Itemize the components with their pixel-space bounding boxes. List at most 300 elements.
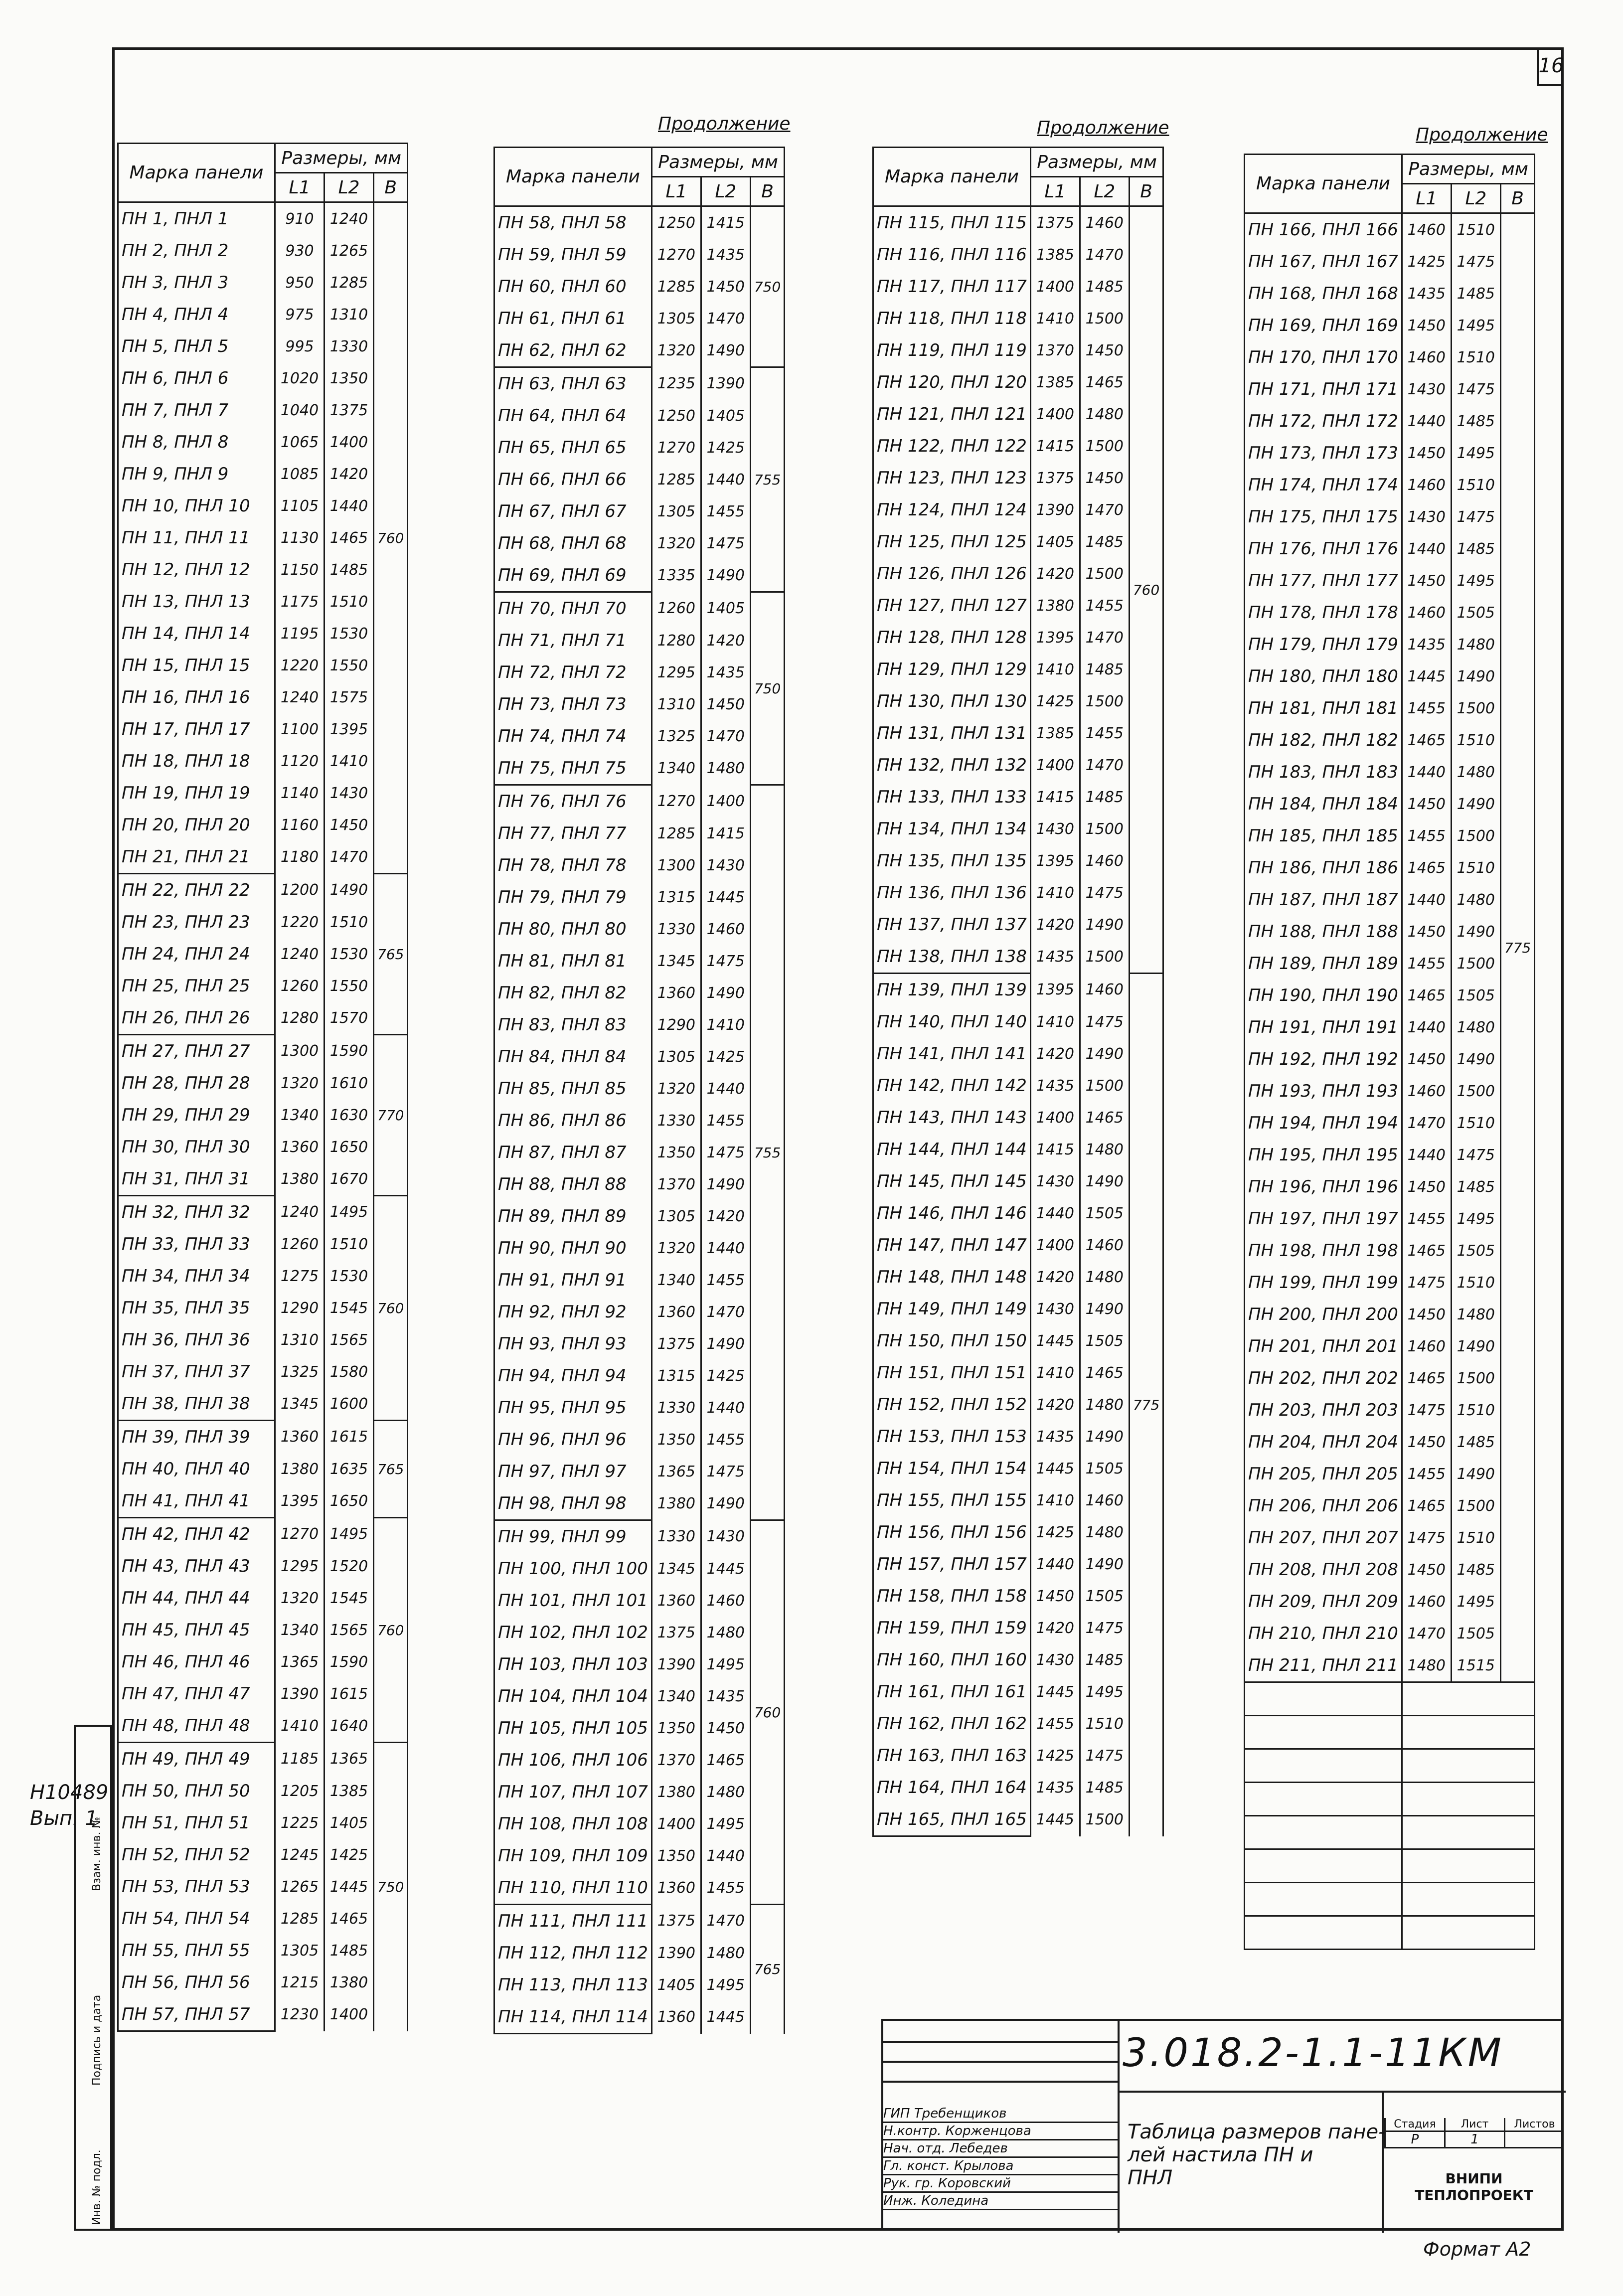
- table-row: [494, 818, 785, 849]
- l1-value: 1320: [651, 527, 701, 559]
- panel-mark: ПН 211, ПНЛ 211: [1245, 1649, 1402, 1682]
- l2-value: 1415: [701, 818, 750, 849]
- table-row: [118, 1839, 408, 1871]
- l1-value: 1360: [651, 1872, 701, 1905]
- l1-value: 1320: [651, 1073, 701, 1105]
- l1-value: 1285: [651, 464, 701, 495]
- sizes-header: Размеры, мм: [651, 148, 784, 177]
- l2-value: 1390: [701, 367, 750, 400]
- panel-mark: ПН 140, ПНЛ 140: [873, 1006, 1031, 1038]
- b-header: В: [750, 177, 784, 206]
- l2-value: 1350: [325, 362, 374, 394]
- panel-table: [493, 147, 785, 2034]
- panel-mark: ПН 136, ПНЛ 136: [873, 877, 1031, 909]
- panel-mark: ПН 5, ПНЛ 5: [118, 330, 275, 362]
- panel-mark: ПН 203, ПНЛ 203: [1245, 1394, 1402, 1426]
- panel-mark: ПН 107, ПНЛ 107: [494, 1776, 652, 1808]
- l1-value: 1400: [651, 1808, 701, 1840]
- l1-value: 1415: [1030, 1134, 1080, 1165]
- l2-value: 1505: [1080, 1580, 1129, 1612]
- l1-value: 1260: [275, 1228, 325, 1260]
- panel-mark: ПН 183, ПНЛ 183: [1245, 756, 1402, 788]
- table-row: [118, 1710, 408, 1743]
- table-row: [494, 1137, 785, 1168]
- panel-mark: ПН 111, ПНЛ 111: [494, 1905, 652, 1938]
- panel-mark: ПН 150, ПНЛ 150: [873, 1325, 1031, 1357]
- table-row: [873, 974, 1163, 1006]
- l1-value: 1330: [651, 1520, 701, 1553]
- panel-mark: ПН 103, ПНЛ 103: [494, 1648, 652, 1680]
- panel-mark: ПН 134, ПНЛ 134: [873, 813, 1031, 845]
- table-row: [494, 1776, 785, 1808]
- table-row: [1245, 788, 1535, 820]
- l2-value: 1495: [1080, 1676, 1129, 1708]
- table-row: [873, 526, 1163, 558]
- table-row: [873, 494, 1163, 526]
- l2-value: 1395: [325, 713, 374, 745]
- l1-value: 1225: [275, 1807, 325, 1839]
- b-value: 765: [374, 874, 408, 1035]
- table-row: [118, 1356, 408, 1388]
- b-value: 765: [750, 1905, 784, 2034]
- continuation-label: Продолжение: [658, 114, 791, 134]
- l2-value: 1495: [1451, 1586, 1500, 1618]
- l1-value: 1475: [1402, 1394, 1451, 1426]
- l2-value: 1510: [1080, 1708, 1129, 1740]
- table-row: [494, 367, 785, 400]
- l1-value: 1285: [651, 818, 701, 849]
- table-row: [118, 1388, 408, 1421]
- l2-value: 1510: [1451, 341, 1500, 373]
- b-header: В: [1500, 184, 1534, 213]
- l2-value: 1455: [701, 1424, 750, 1456]
- l2-value: 1400: [325, 426, 374, 458]
- table-row: [873, 1612, 1163, 1644]
- l2-value: 1495: [325, 1518, 374, 1551]
- table-row: [494, 1200, 785, 1232]
- l1-value: 1445: [1030, 1676, 1080, 1708]
- title-line: Таблица размеров пане-: [1128, 2121, 1386, 2143]
- table-row: [1245, 724, 1535, 756]
- table-row: [873, 1006, 1163, 1038]
- panel-mark: ПН 89, ПНЛ 89: [494, 1200, 652, 1232]
- l1-value: 1340: [275, 1099, 325, 1131]
- l2-value: 1420: [701, 1200, 750, 1232]
- l1-value: 1420: [1030, 909, 1080, 941]
- table-row: [1245, 1043, 1535, 1075]
- l2-value: 1475: [701, 945, 750, 977]
- l2-value: 1485: [1080, 271, 1129, 303]
- l1-value: 1140: [275, 777, 325, 809]
- l2-value: 1490: [701, 559, 750, 592]
- table-row: [873, 1293, 1163, 1325]
- table-row: [494, 1617, 785, 1648]
- l2-value: 1615: [325, 1678, 374, 1710]
- table-row: [118, 938, 408, 970]
- l2-value: 1465: [1080, 1357, 1129, 1389]
- l2-value: 1435: [701, 1680, 750, 1712]
- l1-value: 1395: [1030, 974, 1080, 1006]
- panel-mark: ПН 80, ПНЛ 80: [494, 913, 652, 945]
- table-row: [873, 1453, 1163, 1484]
- table-row: [118, 1967, 408, 1998]
- table-row: [494, 1168, 785, 1200]
- panel-mark: ПН 9, ПНЛ 9: [118, 458, 275, 490]
- panel-mark: ПН 170, ПНЛ 170: [1245, 341, 1402, 373]
- l2-value: 1460: [1080, 974, 1129, 1006]
- panel-mark: ПН 122, ПНЛ 122: [873, 430, 1031, 462]
- table-row: [873, 1804, 1163, 1836]
- l2-value: 1475: [1451, 1139, 1500, 1171]
- panel-mark: ПН 171, ПНЛ 171: [1245, 373, 1402, 405]
- l1-value: 1460: [1402, 1330, 1451, 1362]
- panel-mark: ПН 65, ПНЛ 65: [494, 432, 652, 464]
- l1-value: 1105: [275, 490, 325, 522]
- document-code: 3.018.2-1.1-11КМ: [1123, 2031, 1503, 2076]
- l2-value: 1530: [325, 1260, 374, 1292]
- table-row: [118, 841, 408, 874]
- empty-row: [1245, 1682, 1535, 1716]
- table-row: [1245, 660, 1535, 692]
- panel-mark: ПН 118, ПНЛ 118: [873, 303, 1031, 334]
- panel-mark: ПН 86, ПНЛ 86: [494, 1105, 652, 1137]
- l2-value: 1400: [325, 1998, 374, 2031]
- l1-value: 1340: [651, 1680, 701, 1712]
- l1-header: L1: [1402, 184, 1451, 213]
- panel-mark: ПН 63, ПНЛ 63: [494, 367, 652, 400]
- l1-value: 1295: [651, 656, 701, 688]
- l1-value: 1435: [1030, 1772, 1080, 1804]
- l2-value: 1500: [1080, 430, 1129, 462]
- l1-value: 1400: [1030, 271, 1080, 303]
- l1-value: 1430: [1030, 1644, 1080, 1676]
- panel-mark: ПН 97, ПНЛ 97: [494, 1456, 652, 1487]
- panel-mark: ПН 21, ПНЛ 21: [118, 841, 275, 874]
- panel-mark: ПН 37, ПНЛ 37: [118, 1356, 275, 1388]
- l1-value: 1350: [651, 1840, 701, 1872]
- table-row: [873, 1102, 1163, 1134]
- l1-value: 1375: [1030, 206, 1080, 239]
- panel-mark: ПН 53, ПНЛ 53: [118, 1871, 275, 1903]
- margin-note-line: Вып. 1: [30, 1807, 98, 1830]
- table-row: [494, 1585, 785, 1617]
- l2-value: 1450: [701, 1712, 750, 1744]
- table-row: [873, 1229, 1163, 1261]
- l1-value: 1360: [275, 1131, 325, 1163]
- table-row: [494, 1264, 785, 1296]
- table-row: [873, 366, 1163, 398]
- panel-mark: ПН 38, ПНЛ 38: [118, 1388, 275, 1421]
- l1-value: 1430: [1030, 1165, 1080, 1197]
- panel-mark: ПН 61, ПНЛ 61: [494, 303, 652, 334]
- l1-value: 1450: [1402, 1043, 1451, 1075]
- panel-mark: ПН 105, ПНЛ 105: [494, 1712, 652, 1744]
- table-row: [118, 458, 408, 490]
- table-row: [494, 1648, 785, 1680]
- l2-value: 1490: [1080, 1421, 1129, 1453]
- l1-value: 1350: [651, 1424, 701, 1456]
- l2-value: 1475: [1451, 373, 1500, 405]
- l2-value: 1505: [1451, 1235, 1500, 1267]
- panel-mark: ПН 149, ПНЛ 149: [873, 1293, 1031, 1325]
- panel-mark: ПН 43, ПНЛ 43: [118, 1550, 275, 1582]
- panel-mark: ПН 205, ПНЛ 205: [1245, 1458, 1402, 1490]
- l1-value: 1380: [275, 1453, 325, 1485]
- l2-value: 1500: [1451, 1075, 1500, 1107]
- table-row: [118, 426, 408, 458]
- l2-value: 1440: [701, 1073, 750, 1105]
- table-row: [494, 432, 785, 464]
- l1-value: 1325: [651, 720, 701, 752]
- l2-value: 1475: [1080, 1740, 1129, 1772]
- panel-mark: ПН 77, ПНЛ 77: [494, 818, 652, 849]
- l1-value: 1220: [275, 906, 325, 938]
- table-row: [118, 1871, 408, 1903]
- table-row: [873, 1676, 1163, 1708]
- l2-value: 1450: [325, 809, 374, 841]
- panel-mark: ПН 181, ПНЛ 181: [1245, 692, 1402, 724]
- panel-mark: ПН 127, ПНЛ 127: [873, 590, 1031, 622]
- table-row: [118, 1163, 408, 1196]
- l1-value: 975: [275, 299, 325, 330]
- l1-value: 1290: [651, 1009, 701, 1041]
- l1-value: 1425: [1030, 1516, 1080, 1548]
- continuation-label: Продолжение: [1416, 125, 1548, 145]
- table-row: [494, 1520, 785, 1553]
- panel-mark: ПН 132, ПНЛ 132: [873, 749, 1031, 781]
- l1-value: 1290: [275, 1292, 325, 1324]
- l1-value: 1205: [275, 1775, 325, 1807]
- l1-value: 1405: [651, 1969, 701, 2001]
- l1-value: 1455: [1402, 948, 1451, 980]
- l1-value: 1450: [1402, 565, 1451, 597]
- l2-value: 1445: [701, 881, 750, 913]
- l2-value: 1615: [325, 1421, 374, 1454]
- panel-mark: ПН 44, ПНЛ 44: [118, 1582, 275, 1614]
- l1-value: 1455: [1030, 1708, 1080, 1740]
- l1-value: 1410: [1030, 303, 1080, 334]
- table-row: [1245, 629, 1535, 660]
- table-row: [118, 586, 408, 618]
- l1-value: 1315: [651, 881, 701, 913]
- table-row: [118, 713, 408, 745]
- l2-value: 1480: [1080, 1134, 1129, 1165]
- l2-value: 1425: [325, 1839, 374, 1871]
- table-row: [873, 1580, 1163, 1612]
- l2-value: 1365: [325, 1743, 374, 1776]
- l2-value: 1485: [1451, 1426, 1500, 1458]
- l2-value: 1240: [325, 202, 374, 235]
- l2-value: 1455: [701, 495, 750, 527]
- panel-mark: ПН 30, ПНЛ 30: [118, 1131, 275, 1163]
- l1-value: 1335: [651, 559, 701, 592]
- l2-value: 1450: [1080, 334, 1129, 366]
- panel-mark: ПН 19, ПНЛ 19: [118, 777, 275, 809]
- l1-value: 1365: [651, 1456, 701, 1487]
- table-row: [1245, 373, 1535, 405]
- l2-value: 1480: [701, 752, 750, 785]
- table-row: [118, 1067, 408, 1099]
- l1-value: 1200: [275, 874, 325, 907]
- table-row: [873, 1484, 1163, 1516]
- l1-value: 1360: [651, 1585, 701, 1617]
- table-row: [873, 558, 1163, 590]
- table-row: [118, 809, 408, 841]
- l1-value: 1395: [1030, 622, 1080, 654]
- stage-value: Р: [1384, 2132, 1444, 2147]
- l1-value: 1400: [1030, 1229, 1080, 1261]
- l1-value: 1390: [275, 1678, 325, 1710]
- panel-mark: ПН 156, ПНЛ 156: [873, 1516, 1031, 1548]
- panel-mark: ПН 17, ПНЛ 17: [118, 713, 275, 745]
- sizes-header: Размеры, мм: [1030, 148, 1163, 177]
- l2-value: 1510: [1451, 724, 1500, 756]
- l1-value: 1430: [1030, 813, 1080, 845]
- table-row: [118, 1099, 408, 1131]
- l1-value: 1465: [1402, 980, 1451, 1011]
- panel-mark: ПН 1, ПНЛ 1: [118, 202, 275, 235]
- panel-mark: ПН 55, ПНЛ 55: [118, 1935, 275, 1967]
- panel-mark: ПН 60, ПНЛ 60: [494, 271, 652, 303]
- table-row: [118, 1292, 408, 1324]
- panel-mark: ПН 189, ПНЛ 189: [1245, 948, 1402, 980]
- l2-value: 1530: [325, 618, 374, 650]
- title-line: ПНЛ: [1128, 2166, 1173, 2189]
- l2-value: 1475: [701, 1456, 750, 1487]
- l2-value: 1505: [1080, 1453, 1129, 1484]
- panel-mark: ПН 202, ПНЛ 202: [1245, 1362, 1402, 1394]
- table-row: [118, 1807, 408, 1839]
- l2-value: 1490: [1080, 1548, 1129, 1580]
- l1-value: 1065: [275, 426, 325, 458]
- panel-table: [872, 147, 1164, 1837]
- table-row: [118, 777, 408, 809]
- l1-value: 1380: [651, 1776, 701, 1808]
- table-row: [494, 656, 785, 688]
- l1-value: 1405: [1030, 526, 1080, 558]
- l1-value: 1450: [1402, 1299, 1451, 1330]
- l1-value: 1440: [1402, 1011, 1451, 1043]
- l1-value: 1345: [275, 1388, 325, 1421]
- table-row: [494, 239, 785, 271]
- l2-value: 1485: [1080, 654, 1129, 685]
- l2-value: 1505: [1451, 980, 1500, 1011]
- table-row: [118, 1550, 408, 1582]
- table-row: [118, 554, 408, 586]
- l2-value: 1450: [701, 271, 750, 303]
- l2-value: 1490: [1451, 1330, 1500, 1362]
- l2-value: 1490: [701, 1168, 750, 1200]
- table-row: [494, 271, 785, 303]
- l1-value: 1440: [1402, 533, 1451, 565]
- l2-value: 1480: [1451, 884, 1500, 916]
- l2-value: 1420: [325, 458, 374, 490]
- panel-mark: ПН 177, ПНЛ 177: [1245, 565, 1402, 597]
- panel-mark: ПН 138, ПНЛ 138: [873, 941, 1031, 974]
- l1-value: 1270: [651, 239, 701, 271]
- l1-value: 1410: [1030, 1006, 1080, 1038]
- b-value: 750: [750, 206, 784, 367]
- panel-mark: ПН 197, ПНЛ 197: [1245, 1203, 1402, 1235]
- l2-value: 1410: [701, 1009, 750, 1041]
- l2-header: L2: [701, 177, 750, 206]
- l1-value: 1425: [1030, 1740, 1080, 1772]
- l1-value: 1240: [275, 1196, 325, 1229]
- l2-value: 1485: [1451, 533, 1500, 565]
- panel-mark: ПН 66, ПНЛ 66: [494, 464, 652, 495]
- l1-value: 1375: [1030, 462, 1080, 494]
- l1-value: 1450: [1402, 310, 1451, 341]
- l2-value: 1480: [1080, 398, 1129, 430]
- l1-value: 1445: [1030, 1804, 1080, 1836]
- l2-value: 1480: [701, 1937, 750, 1969]
- panel-mark: ПН 198, ПНЛ 198: [1245, 1235, 1402, 1267]
- table-row: [494, 334, 785, 367]
- table-row: [494, 592, 785, 625]
- l2-value: 1470: [701, 720, 750, 752]
- empty-row: [1245, 1816, 1535, 1849]
- l2-value: 1465: [325, 1903, 374, 1935]
- l2-value: 1490: [1080, 1165, 1129, 1197]
- b-value: 750: [374, 1743, 408, 2031]
- table-row: [494, 303, 785, 334]
- table-row: [873, 1516, 1163, 1548]
- table-row: [494, 464, 785, 495]
- panel-mark: ПН 125, ПНЛ 125: [873, 526, 1031, 558]
- table-row: [494, 527, 785, 559]
- panel-mark: ПН 112, ПНЛ 112: [494, 1937, 652, 1969]
- panel-mark: ПН 7, ПНЛ 7: [118, 394, 275, 426]
- signer: Н.контр. Корженцова: [883, 2123, 1118, 2140]
- panel-mark: ПН 13, ПНЛ 13: [118, 586, 275, 618]
- b-value: 750: [750, 592, 784, 785]
- l2-value: 1400: [701, 785, 750, 818]
- b-value: 755: [750, 367, 784, 592]
- l1-value: 1420: [1030, 1038, 1080, 1070]
- table-row: [494, 206, 785, 239]
- l2-value: 1485: [325, 554, 374, 586]
- l2-value: 1475: [1451, 501, 1500, 533]
- l1-value: 1460: [1402, 469, 1451, 501]
- table-row: [873, 1389, 1163, 1421]
- table-row: [118, 394, 408, 426]
- table-row: [118, 745, 408, 777]
- l1-value: 1040: [275, 394, 325, 426]
- l1-value: 1470: [1402, 1107, 1451, 1139]
- table-row: [494, 1553, 785, 1585]
- table-row: [494, 1456, 785, 1487]
- table-row: [118, 1002, 408, 1035]
- panel-mark: ПН 162, ПНЛ 162: [873, 1708, 1031, 1740]
- l2-value: 1430: [701, 849, 750, 881]
- l2-value: 1485: [1080, 781, 1129, 813]
- l2-value: 1510: [1451, 1522, 1500, 1554]
- table-row: [1245, 405, 1535, 437]
- table-row: [1245, 341, 1535, 373]
- l2-value: 1445: [701, 1553, 750, 1585]
- panel-mark: ПН 12, ПНЛ 12: [118, 554, 275, 586]
- panel-mark: ПН 62, ПНЛ 62: [494, 334, 652, 367]
- l1-value: 1310: [651, 688, 701, 720]
- l2-value: 1480: [1080, 1389, 1129, 1421]
- panel-mark: ПН 81, ПНЛ 81: [494, 945, 652, 977]
- l1-value: 1440: [1402, 405, 1451, 437]
- signers-list: [883, 2106, 1118, 2210]
- l1-value: 1445: [1030, 1453, 1080, 1484]
- table-row: [873, 1548, 1163, 1580]
- table-row: [873, 271, 1163, 303]
- panel-mark: ПН 153, ПНЛ 153: [873, 1421, 1031, 1453]
